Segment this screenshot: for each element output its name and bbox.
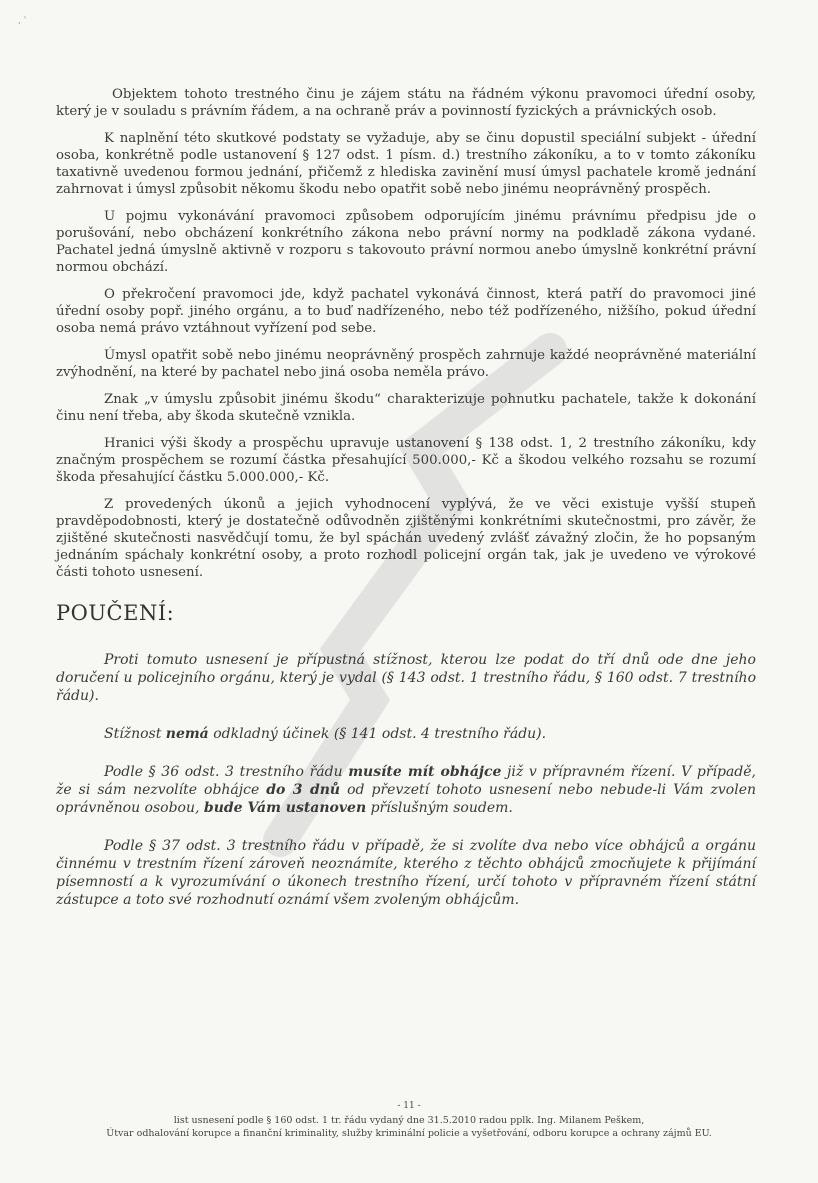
emphasis-text: nemá bbox=[165, 726, 209, 742]
text-fragment: odkladný účinek (§ 141 odst. 4 trestního řádu). bbox=[208, 726, 547, 742]
paragraph-object: Objektem tohoto trestného činu je zájem státu na řádném výkonu pravomoci úřední osoby, který je v souladu s právním řádem, a na ochraně práv a povinností fyzických a právnických osob. bbox=[56, 87, 756, 119]
text-fragment: Stížnost bbox=[104, 726, 166, 742]
instruction-complaint: Proti tomuto usnesení je přípustná stížnost, kterou lze podat do tří dnů ode dne jeho doručení u policejního orgánu, který je vydal (§ 143 odst. 1 trestního řádu, § 160 odst. 7 trestního řádu). bbox=[56, 652, 756, 704]
footer-line-2: Útvar odhalování korupce a finanční kriminality, služby kriminální policie a vyšetřování, odboru korupce a ochrany zájmů EU. bbox=[106, 1128, 712, 1139]
paragraph-authority: U pojmu vykonávání pravomoci způsobem odporujícím jinému právnímu předpisu jde o porušování, nebo obcházení konkrétního zákona nebo právní normy na podkladě zákona vydané. Pachatel jedná úmyslně aktivně v rozporu s takovouto právní normou anebo úmyslně konkrétní právní normou obchází. bbox=[56, 209, 756, 275]
page-number: - 11 - bbox=[397, 1101, 421, 1111]
paragraph-thresholds: Hranici výši škody a prospěchu upravuje ustanovení § 138 odst. 1, 2 trestního zákoníku, kdy značným prospěchem se rozumí částka přesahující 500.000,- Kč a škodou velkého rozsahu se rozumí škoda přesahující částku 5.000.000,- Kč. bbox=[56, 436, 756, 485]
paragraph-subject: K naplnění této skutkové podstaty se vyžaduje, aby se činu dopustil speciální subjekt - úřední osoba, konkrétně podle ustanovení § 127 odst. 1 písm. d.) trestního zákoníku, a to v tomto zákoníku taxativně uvedenou formou jednání, přičemž z hlediska zavinění musí úmysl pachatele kromě jednání zahrnovat i úmysl způsobit někomu škodu nebo opatřit sobě nebo jinému neoprávněný prospěch. bbox=[56, 131, 756, 197]
paragraph-damage-intent: Znak „v úmyslu způsobit jinému škodu“ charakterizuje pohnutku pachatele, takže k dokonání činu není třeba, aby škoda skutečně vznikla. bbox=[56, 392, 756, 424]
text-fragment: od převzetí tohoto usnesení nebo nebude-li Vám zvolen oprávněnou osobou, bbox=[56, 782, 757, 816]
text-fragment: Podle § 36 odst. 3 trestního řádu bbox=[104, 764, 349, 780]
text-fragment: již v přípravném řízení. V případě, že si sám nezvolíte obhájce bbox=[56, 764, 756, 798]
page-footer bbox=[40, 1100, 778, 1140]
emphasis-text: do 3 dnů bbox=[266, 782, 341, 798]
instruction-multiple-defenders: Podle § 37 odst. 3 trestního řádu v případě, že si zvolíte dva nebo více obhájců a orgánu činnému v trestním řízení zároveň neoznámíte, kterého z těchto obhájců zmocňujete k přijímání písemností a k vyrozumívání o úkonech trestního řízení, určí tohoto v přípravném řízení státní zástupce a toto své rozhodnutí oznámí všem zvoleným obhájcům. bbox=[56, 838, 756, 908]
paragraph-benefit: Úmysl opatřit sobě nebo jinému neoprávněný prospěch zahrnuje každé neoprávněné materiální zvýhodnění, na které by pachatel nebo jiná osoba neměla právo. bbox=[56, 348, 756, 380]
instruction-no-suspensive-effect bbox=[56, 725, 756, 743]
instruction-defender bbox=[56, 763, 756, 817]
footer-line-1: list usnesení podle § 160 odst. 1 tr. řádu vydaný dne 31.5.2010 radou pplk. Ing. Milanem Peškem, bbox=[173, 1115, 645, 1126]
emphasis-text: musíte mít obhájce bbox=[348, 764, 502, 780]
paragraph-exceeding: O překročení pravomoci jde, když pachatel vykonává činnost, která patří do pravomoci jiné úřední osoby popř. jiného orgánu, a to buď nadřízeného, nebo též podřízeného, nižšího, pokud úřední osoba nemá právo vztáhnout vyřízení pod sebe. bbox=[56, 287, 756, 336]
section-heading: POUČENÍ: bbox=[56, 601, 175, 625]
emphasis-text: bude Vám ustanoven bbox=[203, 800, 367, 816]
corner-mark: , ' bbox=[18, 16, 27, 26]
document-body bbox=[56, 86, 756, 929]
text-fragment: příslušným soudem. bbox=[366, 800, 513, 816]
paragraph-conclusion: Z provedených úkonů a jejich vyhodnocení vyplývá, že ve věci existuje vyšší stupeň pravděpodobnosti, který je dostatečně odůvodněn zjištěnými konkrétními skutečnostmi, pro závěr, že zjištěné skutečnosti nasvědčují tomu, že byl spáchán uvedený zvlášť závažný zločin, že ho popsaným jednáním spáchaly konkrétní osoby, a proto rozhodl policejní orgán tak, jak je uvedeno ve výrokové části tohoto usnesení. bbox=[56, 497, 756, 580]
